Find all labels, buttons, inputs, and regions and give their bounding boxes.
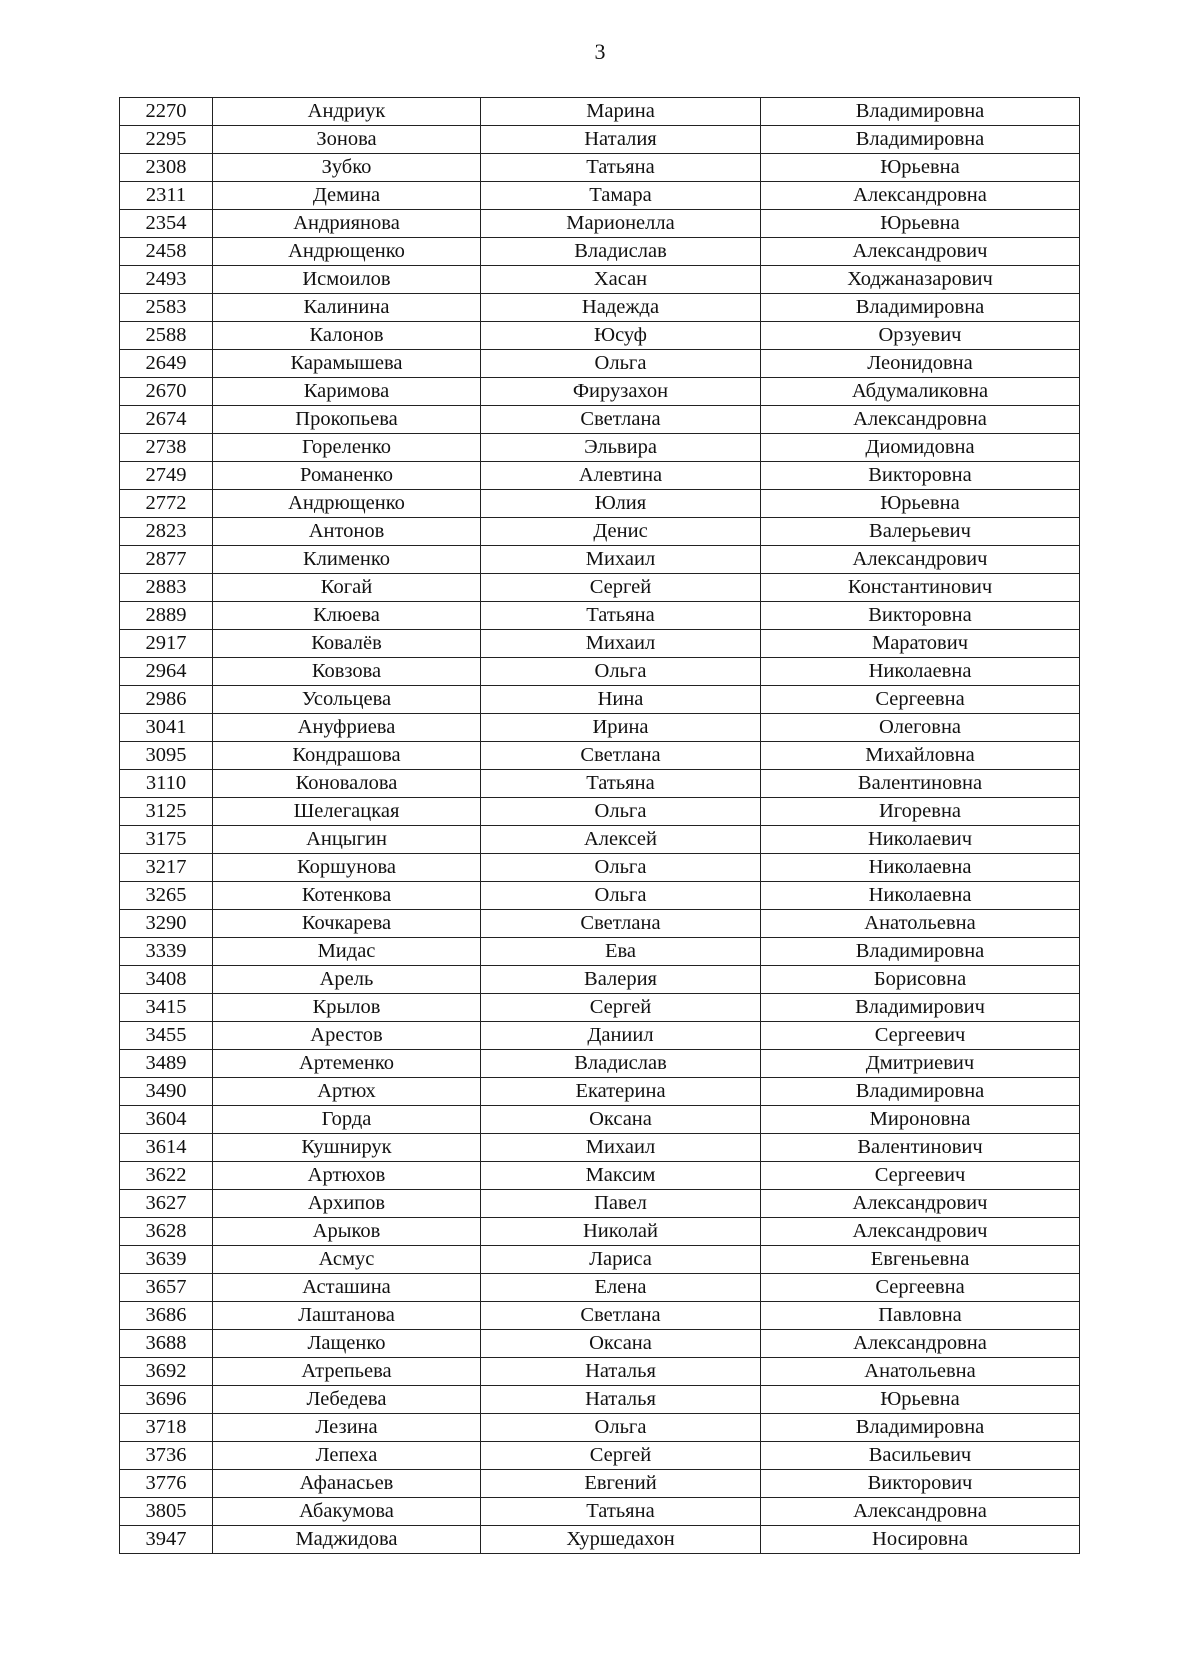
first-name-cell: Светлана (481, 742, 761, 770)
first-name-cell: Татьяна (481, 770, 761, 798)
surname-cell: Арыков (213, 1218, 481, 1246)
first-name-cell: Наталья (481, 1358, 761, 1386)
surname-cell: Ковалёв (213, 630, 481, 658)
table-row (120, 1498, 1080, 1526)
patronymic-cell: Николаевна (761, 658, 1080, 686)
first-name-cell: Лариса (481, 1246, 761, 1274)
surname-cell: Андриук (213, 98, 481, 126)
table-row (120, 1414, 1080, 1442)
surname-cell: Зонова (213, 126, 481, 154)
table-row (120, 1162, 1080, 1190)
first-name-cell: Максим (481, 1162, 761, 1190)
table-row (120, 742, 1080, 770)
table-row (120, 210, 1080, 238)
patronymic-cell: Владимировна (761, 1078, 1080, 1106)
id-cell: 3736 (120, 1442, 213, 1470)
first-name-cell: Михаил (481, 1134, 761, 1162)
patronymic-cell: Сергеевич (761, 1162, 1080, 1190)
patronymic-cell: Александрович (761, 546, 1080, 574)
id-cell: 3125 (120, 798, 213, 826)
id-cell: 2588 (120, 322, 213, 350)
id-cell: 3217 (120, 854, 213, 882)
surname-cell: Прокопьева (213, 406, 481, 434)
surname-cell: Маджидова (213, 1526, 481, 1554)
id-cell: 3639 (120, 1246, 213, 1274)
surname-cell: Коршунова (213, 854, 481, 882)
patronymic-cell: Орзуевич (761, 322, 1080, 350)
patronymic-cell: Мироновна (761, 1106, 1080, 1134)
id-cell: 3095 (120, 742, 213, 770)
first-name-cell: Хасан (481, 266, 761, 294)
surname-cell: Архипов (213, 1190, 481, 1218)
id-cell: 2917 (120, 630, 213, 658)
surname-cell: Когай (213, 574, 481, 602)
first-name-cell: Екатерина (481, 1078, 761, 1106)
id-cell: 2649 (120, 350, 213, 378)
patronymic-cell: Константинович (761, 574, 1080, 602)
patronymic-cell: Сергеевна (761, 686, 1080, 714)
id-cell: 2583 (120, 294, 213, 322)
first-name-cell: Хуршедахон (481, 1526, 761, 1554)
first-name-cell: Ольга (481, 798, 761, 826)
patronymic-cell: Николаевич (761, 826, 1080, 854)
first-name-cell: Павел (481, 1190, 761, 1218)
id-cell: 2458 (120, 238, 213, 266)
table-row (120, 266, 1080, 294)
id-cell: 2883 (120, 574, 213, 602)
first-name-cell: Сергей (481, 574, 761, 602)
id-cell: 2311 (120, 182, 213, 210)
surname-cell: Крылов (213, 994, 481, 1022)
surname-cell: Артеменко (213, 1050, 481, 1078)
table-row (120, 126, 1080, 154)
id-cell: 3265 (120, 882, 213, 910)
table-row (120, 966, 1080, 994)
patronymic-cell: Носировна (761, 1526, 1080, 1554)
table-row (120, 658, 1080, 686)
surname-cell: Гореленко (213, 434, 481, 462)
id-cell: 2738 (120, 434, 213, 462)
first-name-cell: Ольга (481, 882, 761, 910)
id-cell: 3408 (120, 966, 213, 994)
table-row (120, 350, 1080, 378)
id-cell: 3455 (120, 1022, 213, 1050)
id-cell: 3290 (120, 910, 213, 938)
patronymic-cell: Владимирович (761, 994, 1080, 1022)
first-name-cell: Фирузахон (481, 378, 761, 406)
patronymic-cell: Юрьевна (761, 154, 1080, 182)
first-name-cell: Ольга (481, 854, 761, 882)
patronymic-cell: Абдумаликовна (761, 378, 1080, 406)
surname-cell: Ануфриева (213, 714, 481, 742)
patronymic-cell: Владимировна (761, 938, 1080, 966)
table-row (120, 1330, 1080, 1358)
surname-cell: Арестов (213, 1022, 481, 1050)
id-cell: 3175 (120, 826, 213, 854)
first-name-cell: Михаил (481, 546, 761, 574)
table-row (120, 1106, 1080, 1134)
table-row (120, 686, 1080, 714)
id-cell: 2674 (120, 406, 213, 434)
first-name-cell: Татьяна (481, 1498, 761, 1526)
id-cell: 3686 (120, 1302, 213, 1330)
table-row (120, 854, 1080, 882)
first-name-cell: Владислав (481, 238, 761, 266)
table-row (120, 882, 1080, 910)
roster-table (119, 97, 1080, 1554)
surname-cell: Клименко (213, 546, 481, 574)
first-name-cell: Светлана (481, 1302, 761, 1330)
id-cell: 3041 (120, 714, 213, 742)
patronymic-cell: Александрович (761, 1218, 1080, 1246)
table-row (120, 574, 1080, 602)
table-row (120, 154, 1080, 182)
table-row (120, 1050, 1080, 1078)
table-row (120, 910, 1080, 938)
patronymic-cell: Анатольевна (761, 910, 1080, 938)
first-name-cell: Сергей (481, 1442, 761, 1470)
table-row (120, 1386, 1080, 1414)
id-cell: 2295 (120, 126, 213, 154)
table-row (120, 406, 1080, 434)
first-name-cell: Евгений (481, 1470, 761, 1498)
first-name-cell: Светлана (481, 910, 761, 938)
first-name-cell: Михаил (481, 630, 761, 658)
table-row (120, 1470, 1080, 1498)
table-row (120, 602, 1080, 630)
table-row (120, 714, 1080, 742)
patronymic-cell: Александрович (761, 1190, 1080, 1218)
patronymic-cell: Владимировна (761, 1414, 1080, 1442)
id-cell: 3718 (120, 1414, 213, 1442)
id-cell: 3622 (120, 1162, 213, 1190)
id-cell: 3627 (120, 1190, 213, 1218)
patronymic-cell: Валентиновна (761, 770, 1080, 798)
id-cell: 3110 (120, 770, 213, 798)
patronymic-cell: Игоревна (761, 798, 1080, 826)
patronymic-cell: Борисовна (761, 966, 1080, 994)
first-name-cell: Ольга (481, 350, 761, 378)
patronymic-cell: Ходжаназарович (761, 266, 1080, 294)
patronymic-cell: Диомидовна (761, 434, 1080, 462)
patronymic-cell: Владимировна (761, 294, 1080, 322)
table-row (120, 798, 1080, 826)
patronymic-cell: Александровна (761, 182, 1080, 210)
first-name-cell: Валерия (481, 966, 761, 994)
patronymic-cell: Юрьевна (761, 1386, 1080, 1414)
first-name-cell: Алевтина (481, 462, 761, 490)
surname-cell: Андриянова (213, 210, 481, 238)
id-cell: 2964 (120, 658, 213, 686)
id-cell: 3614 (120, 1134, 213, 1162)
table-row (120, 1218, 1080, 1246)
surname-cell: Каримова (213, 378, 481, 406)
patronymic-cell: Юрьевна (761, 490, 1080, 518)
first-name-cell: Ева (481, 938, 761, 966)
first-name-cell: Денис (481, 518, 761, 546)
table-row (120, 1246, 1080, 1274)
id-cell: 3947 (120, 1526, 213, 1554)
first-name-cell: Ирина (481, 714, 761, 742)
surname-cell: Андрющенко (213, 238, 481, 266)
first-name-cell: Тамара (481, 182, 761, 210)
surname-cell: Демина (213, 182, 481, 210)
id-cell: 3415 (120, 994, 213, 1022)
id-cell: 2889 (120, 602, 213, 630)
table-row (120, 1526, 1080, 1554)
table-row (120, 994, 1080, 1022)
patronymic-cell: Владимировна (761, 126, 1080, 154)
first-name-cell: Марионелла (481, 210, 761, 238)
id-cell: 2354 (120, 210, 213, 238)
first-name-cell: Оксана (481, 1330, 761, 1358)
first-name-cell: Юлия (481, 490, 761, 518)
first-name-cell: Надежда (481, 294, 761, 322)
id-cell: 3628 (120, 1218, 213, 1246)
id-cell: 2670 (120, 378, 213, 406)
surname-cell: Кочкарева (213, 910, 481, 938)
patronymic-cell: Евгеньевна (761, 1246, 1080, 1274)
surname-cell: Коновалова (213, 770, 481, 798)
patronymic-cell: Николаевна (761, 854, 1080, 882)
patronymic-cell: Александровна (761, 1330, 1080, 1358)
surname-cell: Шелегацкая (213, 798, 481, 826)
id-cell: 3339 (120, 938, 213, 966)
surname-cell: Калонов (213, 322, 481, 350)
patronymic-cell: Васильевич (761, 1442, 1080, 1470)
surname-cell: Кушнирук (213, 1134, 481, 1162)
id-cell: 2877 (120, 546, 213, 574)
patronymic-cell: Маратович (761, 630, 1080, 658)
first-name-cell: Эльвира (481, 434, 761, 462)
id-cell: 3688 (120, 1330, 213, 1358)
first-name-cell: Наталья (481, 1386, 761, 1414)
patronymic-cell: Павловна (761, 1302, 1080, 1330)
surname-cell: Клюева (213, 602, 481, 630)
table-row (120, 770, 1080, 798)
table-row (120, 826, 1080, 854)
patronymic-cell: Юрьевна (761, 210, 1080, 238)
patronymic-cell: Михайловна (761, 742, 1080, 770)
first-name-cell: Даниил (481, 1022, 761, 1050)
table-row (120, 1190, 1080, 1218)
table-row (120, 518, 1080, 546)
id-cell: 2986 (120, 686, 213, 714)
surname-cell: Мидас (213, 938, 481, 966)
roster-table-container (119, 97, 1079, 1554)
surname-cell: Кондрашова (213, 742, 481, 770)
first-name-cell: Светлана (481, 406, 761, 434)
table-row (120, 238, 1080, 266)
id-cell: 3604 (120, 1106, 213, 1134)
table-row (120, 98, 1080, 126)
surname-cell: Андрющенко (213, 490, 481, 518)
id-cell: 2270 (120, 98, 213, 126)
first-name-cell: Марина (481, 98, 761, 126)
id-cell: 3490 (120, 1078, 213, 1106)
patronymic-cell: Сергеевна (761, 1274, 1080, 1302)
first-name-cell: Николай (481, 1218, 761, 1246)
surname-cell: Котенкова (213, 882, 481, 910)
table-row (120, 938, 1080, 966)
table-row (120, 630, 1080, 658)
patronymic-cell: Валентинович (761, 1134, 1080, 1162)
patronymic-cell: Дмитриевич (761, 1050, 1080, 1078)
table-row (120, 434, 1080, 462)
table-row (120, 1442, 1080, 1470)
patronymic-cell: Александрович (761, 238, 1080, 266)
patronymic-cell: Николаевна (761, 882, 1080, 910)
patronymic-cell: Викторович (761, 1470, 1080, 1498)
surname-cell: Лепеха (213, 1442, 481, 1470)
first-name-cell: Наталия (481, 126, 761, 154)
table-row (120, 1274, 1080, 1302)
surname-cell: Калинина (213, 294, 481, 322)
table-row (120, 490, 1080, 518)
patronymic-cell: Викторовна (761, 602, 1080, 630)
patronymic-cell: Сергеевич (761, 1022, 1080, 1050)
first-name-cell: Татьяна (481, 602, 761, 630)
surname-cell: Горда (213, 1106, 481, 1134)
surname-cell: Ковзова (213, 658, 481, 686)
table-row (120, 1022, 1080, 1050)
surname-cell: Лезина (213, 1414, 481, 1442)
surname-cell: Абакумова (213, 1498, 481, 1526)
surname-cell: Лебедева (213, 1386, 481, 1414)
first-name-cell: Сергей (481, 994, 761, 1022)
surname-cell: Зубко (213, 154, 481, 182)
table-row (120, 1358, 1080, 1386)
patronymic-cell: Викторовна (761, 462, 1080, 490)
surname-cell: Усольцева (213, 686, 481, 714)
first-name-cell: Алексей (481, 826, 761, 854)
surname-cell: Антонов (213, 518, 481, 546)
patronymic-cell: Олеговна (761, 714, 1080, 742)
surname-cell: Арель (213, 966, 481, 994)
id-cell: 3489 (120, 1050, 213, 1078)
surname-cell: Атрепьева (213, 1358, 481, 1386)
table-row (120, 1078, 1080, 1106)
id-cell: 3805 (120, 1498, 213, 1526)
patronymic-cell: Александровна (761, 1498, 1080, 1526)
id-cell: 2823 (120, 518, 213, 546)
surname-cell: Артюхов (213, 1162, 481, 1190)
table-row (120, 546, 1080, 574)
id-cell: 3657 (120, 1274, 213, 1302)
surname-cell: Анцыгин (213, 826, 481, 854)
first-name-cell: Владислав (481, 1050, 761, 1078)
id-cell: 2772 (120, 490, 213, 518)
table-row (120, 462, 1080, 490)
surname-cell: Романенко (213, 462, 481, 490)
first-name-cell: Ольга (481, 1414, 761, 1442)
id-cell: 2749 (120, 462, 213, 490)
table-row (120, 182, 1080, 210)
id-cell: 3696 (120, 1386, 213, 1414)
id-cell: 3692 (120, 1358, 213, 1386)
surname-cell: Лаштанова (213, 1302, 481, 1330)
page-number: 3 (594, 39, 606, 64)
surname-cell: Асмус (213, 1246, 481, 1274)
surname-cell: Лащенко (213, 1330, 481, 1358)
surname-cell: Артюх (213, 1078, 481, 1106)
patronymic-cell: Валерьевич (761, 518, 1080, 546)
surname-cell: Асташина (213, 1274, 481, 1302)
roster-table-body (120, 98, 1080, 1554)
first-name-cell: Татьяна (481, 154, 761, 182)
first-name-cell: Оксана (481, 1106, 761, 1134)
id-cell: 2308 (120, 154, 213, 182)
first-name-cell: Елена (481, 1274, 761, 1302)
table-row (120, 294, 1080, 322)
id-cell: 3776 (120, 1470, 213, 1498)
patronymic-cell: Владимировна (761, 98, 1080, 126)
patronymic-cell: Анатольевна (761, 1358, 1080, 1386)
first-name-cell: Ольга (481, 658, 761, 686)
id-cell: 2493 (120, 266, 213, 294)
first-name-cell: Юсуф (481, 322, 761, 350)
table-row (120, 378, 1080, 406)
surname-cell: Карамышева (213, 350, 481, 378)
patronymic-cell: Леонидовна (761, 350, 1080, 378)
surname-cell: Исмоилов (213, 266, 481, 294)
surname-cell: Афанасьев (213, 1470, 481, 1498)
table-row (120, 1134, 1080, 1162)
table-row (120, 322, 1080, 350)
first-name-cell: Нина (481, 686, 761, 714)
table-row (120, 1302, 1080, 1330)
patronymic-cell: Александровна (761, 406, 1080, 434)
